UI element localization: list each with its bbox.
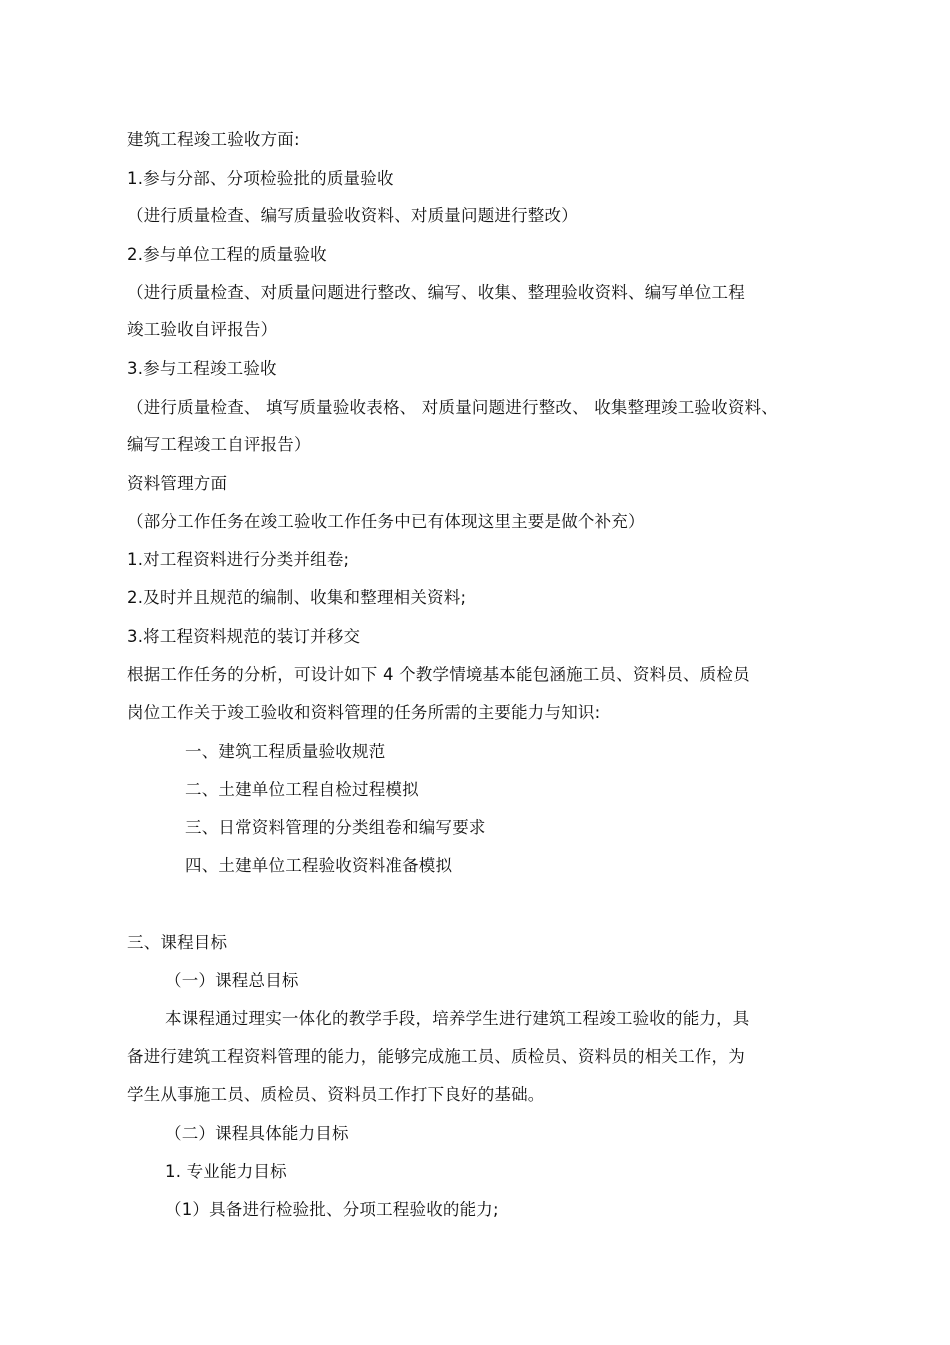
- situation-item: 三、日常资料管理的分类组卷和编写要求: [185, 818, 486, 837]
- list-item: 2.及时并且规范的编制、收集和整理相关资料;: [127, 588, 467, 607]
- paragraph-line: 岗位工作关于竣工验收和资料管理的任务所需的主要能力与知识:: [127, 703, 601, 722]
- subsection-heading: （一）课程总目标: [165, 971, 299, 990]
- list-item: 1.对工程资料进行分类并组卷;: [127, 550, 350, 569]
- section-note: （部分工作任务在竣工验收工作任务中已有体现这里主要是做个补充）: [127, 512, 645, 531]
- situation-item: 二、土建单位工程自检过程模拟: [185, 780, 419, 799]
- subsection-heading: （二）课程具体能力目标: [165, 1124, 349, 1143]
- list-item: 3.参与工程竣工验收: [127, 359, 277, 378]
- list-item-note: （进行质量检查、编写质量验收资料、对质量问题进行整改）: [127, 206, 578, 225]
- list-item-note: 编写工程竣工自评报告）: [127, 435, 311, 454]
- section-heading-course-objectives: 三、课程目标: [127, 933, 228, 952]
- section-heading-completion-acceptance: 建筑工程竣工验收方面:: [127, 130, 300, 149]
- list-item-note: （进行质量检查、对质量问题进行整改、编写、收集、整理验收资料、编写单位工程: [127, 283, 745, 302]
- list-item: 3.将工程资料规范的装订并移交: [127, 627, 361, 646]
- list-item-note: 竣工验收自评报告）: [127, 320, 278, 339]
- list-item: 2.参与单位工程的质量验收: [127, 245, 327, 264]
- list-item: （1）具备进行检验批、分项工程验收的能力;: [165, 1200, 499, 1219]
- situation-item: 四、土建单位工程验收资料准备模拟: [185, 856, 453, 875]
- list-item: 1.参与分部、分项检验批的质量验收: [127, 169, 394, 188]
- paragraph-line: 学生从事施工员、质检员、资料员工作打下良好的基础。: [127, 1085, 545, 1104]
- situation-item: 一、建筑工程质量验收规范: [185, 742, 386, 761]
- paragraph-line: 根据工作任务的分析，可设计如下 4 个教学情境基本能包涵施工员、资料员、质检员: [127, 665, 750, 684]
- sub-subsection-heading: 1. 专业能力目标: [165, 1162, 287, 1181]
- paragraph-line: 备进行建筑工程资料管理的能力，能够完成施工员、质检员、资料员的相关工作，为: [127, 1047, 745, 1066]
- paragraph-line: 本课程通过理实一体化的教学手段，培养学生进行建筑工程竣工验收的能力，具: [165, 1009, 750, 1028]
- section-heading-data-management: 资料管理方面: [127, 474, 228, 493]
- list-item-note: （进行质量检查、 填写质量验收表格、 对质量问题进行整改、 收集整理竣工验收资料、: [127, 398, 778, 417]
